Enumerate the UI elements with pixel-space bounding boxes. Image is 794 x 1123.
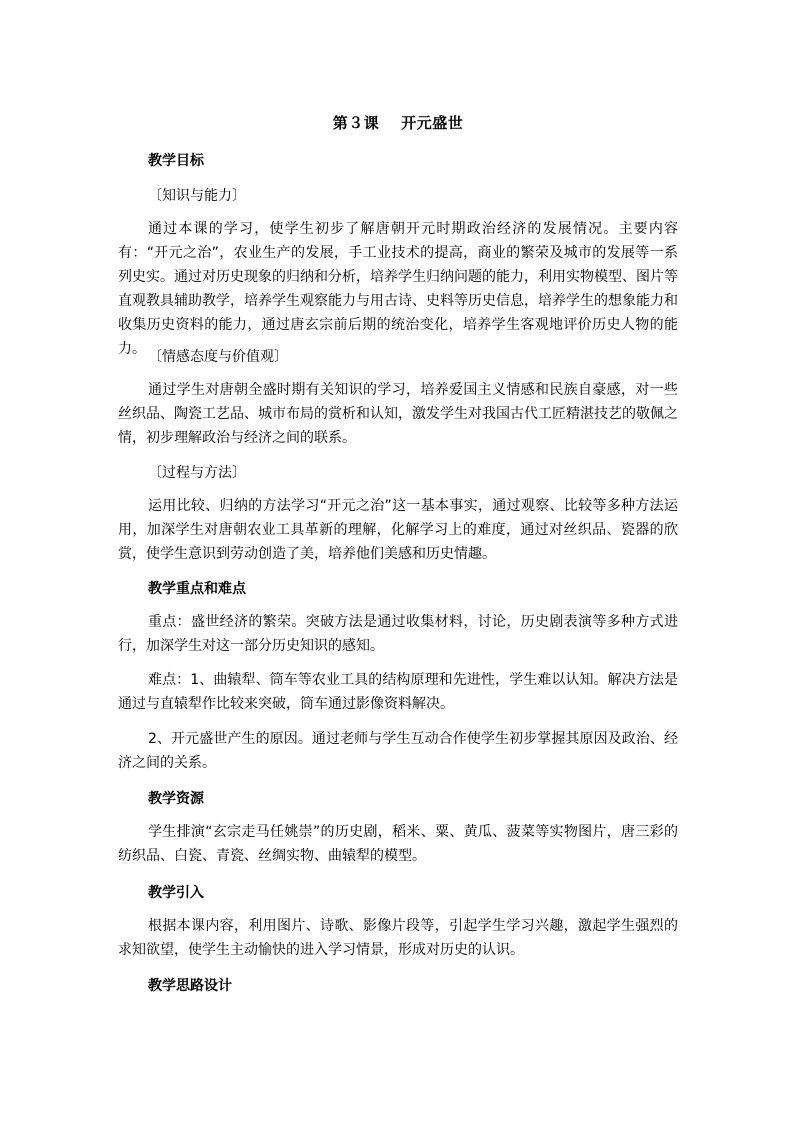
paragraph-emotion: 通过学生对唐朝全盛时期有关知识的学习，培养爱国主义情感和民族自豪感，对一些丝织品、陶瓷工艺品、城市布局的赏析和认知，激发学生对我国古代工匠精湛技艺的敬佩之情，初步理解政治与经济之间的联系。 <box>118 382 678 446</box>
heading-design: 教学思路设计 <box>148 978 232 994</box>
subheading-emotion: 〔情感态度与价值观〕 <box>148 349 288 365</box>
paragraph-process: 运用比较、归纳的方法学习“开元之治”这一基本事实，通过观察、比较等多种方法运用，加深学生对唐朝农业工具革新的理解，化解学习上的难度，通过对丝织品、瓷器的欣赏，使学生意识到劳动创造了美，培养他们美感和历史情趣。 <box>118 498 678 562</box>
heading-objectives: 教学目标 <box>148 153 204 169</box>
heading-keypoints: 教学重点和难点 <box>148 581 246 597</box>
paragraph-difficulty: 难点：1、曲辕犁、筒车等农业工具的结构原理和先进性，学生难以认知。解决方法是通过与直辕犁作比较来突破，筒车通过影像资料解决。 <box>118 672 678 712</box>
paragraph-resources: 学生排演“玄宗走马任姚崇”的历史剧，稻米、粟、黄瓜、菠菜等实物图片，唐三彩的纺织品、白瓷、青瓷、丝绸实物、曲辕犁的模型。 <box>118 824 678 864</box>
heading-intro: 教学引入 <box>148 885 204 901</box>
lesson-name: 开元盛世 <box>401 114 464 132</box>
page-title <box>118 112 678 133</box>
paragraph-keypoint: 重点：盛世经济的繁荣。突破方法是通过收集材料，讨论，历史剧表演等多种方式进行，加深学生对这一部分历史知识的感知。 <box>118 614 678 654</box>
heading-resources: 教学资源 <box>148 791 204 807</box>
paragraph-knowledge: 通过本课的学习，使学生初步了解唐朝开元时期政治经济的发展情况。主要内容有：“开元之治”，农业生产的发展，手工业技术的提高，商业的繁荣及城市的发展等一系列史实。通过对历史现象的归纳和分析，培养学生归纳问题的能力，利用实物模型、图片等直观教具辅助教学，培养学生观察能力与用古诗、史料等历史信息，培养学生的想象能力和收集历史资料的能力，通过唐玄宗前后期的统治变化，培养学生客观地评价历史人物的能力。 <box>118 221 678 357</box>
lesson-number: 第３课 <box>332 114 380 132</box>
subheading-process: 〔过程与方法〕 <box>148 465 246 481</box>
paragraph-intro: 根据本课内容，利用图片、诗歌、影像片段等，引起学生学习兴趣，激起学生强烈的求知欲望，使学生主动愉快的进入学习情景，形成对历史的认识。 <box>118 918 678 958</box>
subheading-knowledge: 〔知识与能力〕 <box>148 188 246 204</box>
paragraph-difficulty-2: 2、开元盛世产生的原因。通过老师与学生互动合作使学生初步掌握其原因及政治、经济之间的关系。 <box>118 731 678 771</box>
